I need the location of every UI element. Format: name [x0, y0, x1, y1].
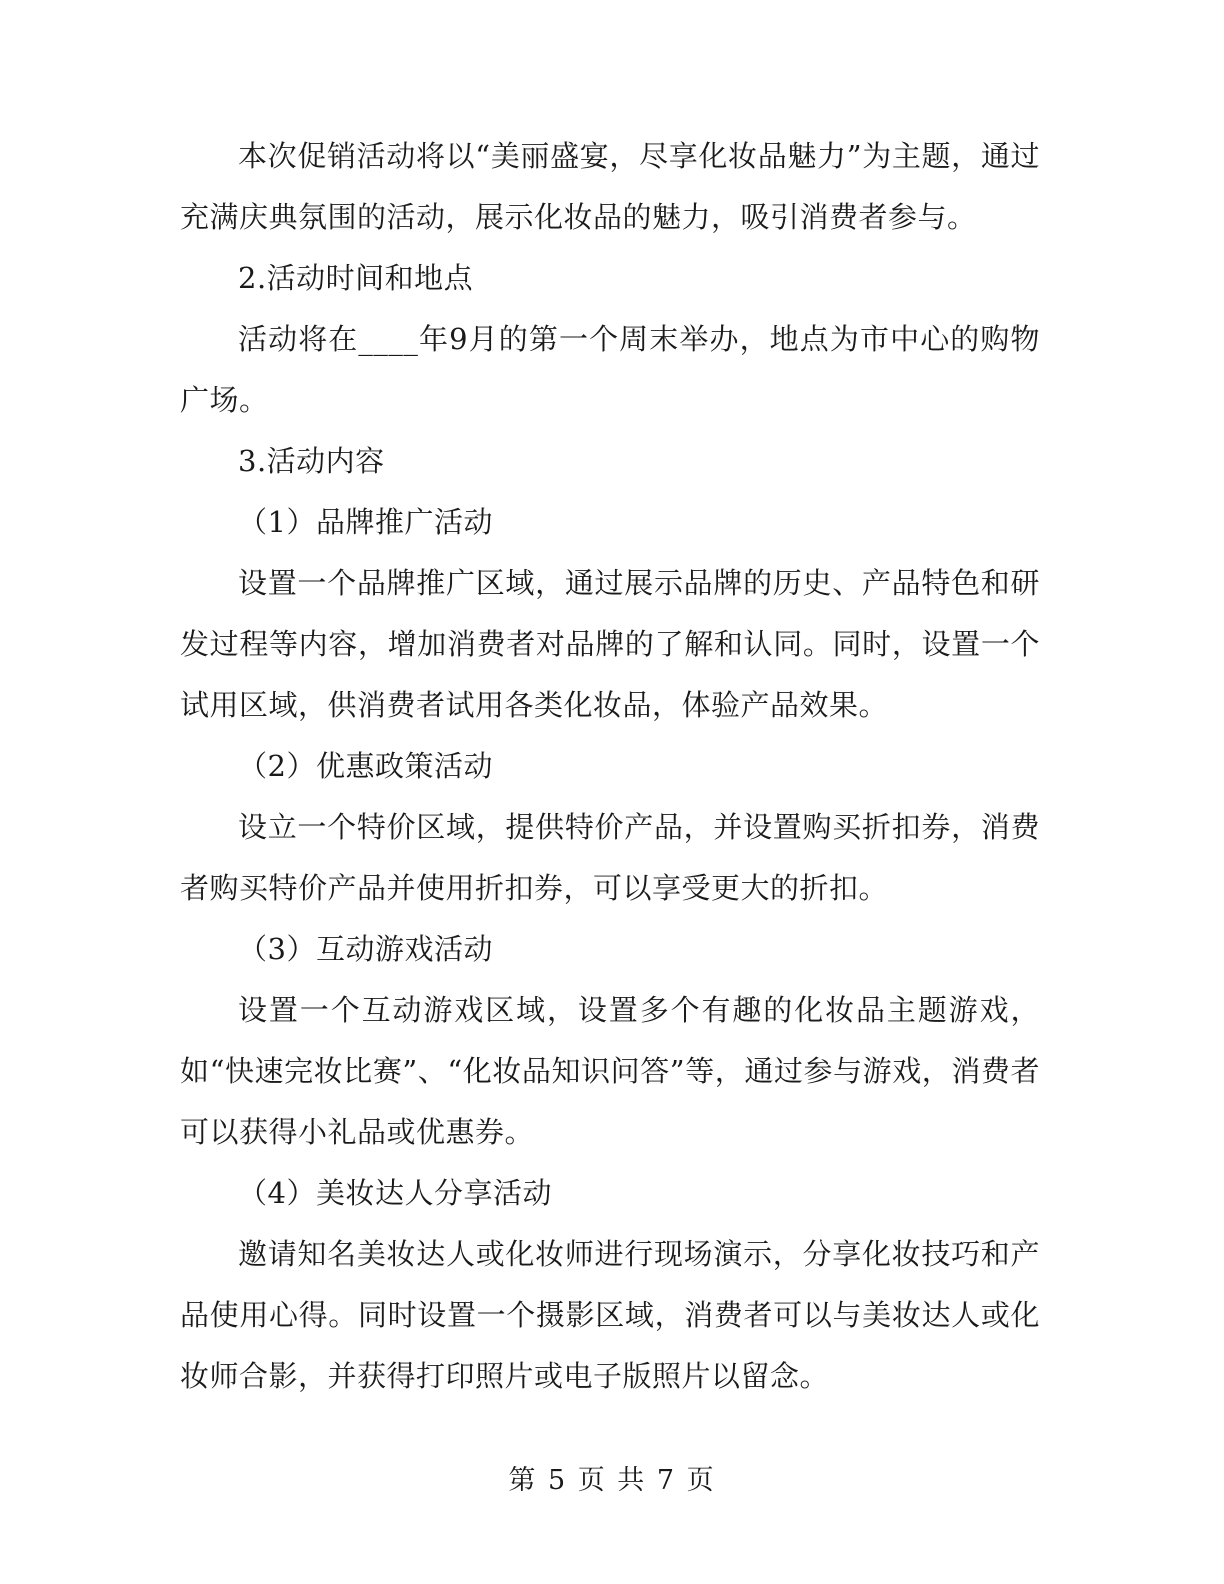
heading-activity-content: 3.活动内容 — [238, 444, 385, 478]
subheading-interactive-games: （3）互动游戏活动 — [238, 932, 493, 966]
paragraph-discount-policy: 设立一个特价区域，提供特价产品，并设置购买折扣券，消费者购买特价产品并使用折扣券，可以享受更大的折扣。 — [180, 810, 1040, 905]
paragraph-theme: 本次促销活动将以“美丽盛宴，尽享化妆品魅力”为主题，通过充满庆典氛围的活动，展示化妆品的魅力，吸引消费者参与。 — [180, 139, 1040, 234]
paragraph-interactive-games: 设置一个互动游戏区域，设置多个有趣的化妆品主题游戏，如“快速完妆比赛”、“化妆品知识问答”等，通过参与游戏，消费者可以获得小礼品或优惠券。 — [180, 993, 1040, 1149]
subheading-beauty-expert: （4）美妆达人分享活动 — [238, 1176, 552, 1210]
document-body — [180, 126, 1040, 1407]
subheading-brand-promotion: （1）品牌推广活动 — [238, 505, 493, 539]
subheading-discount-policy: （2）优惠政策活动 — [238, 749, 493, 783]
paragraph-beauty-expert: 邀请知名美妆达人或化妆师进行现场演示，分享化妆技巧和产品使用心得。同时设置一个摄影区域，消费者可以与美妆达人或化妆师合影，并获得打印照片或电子版照片以留念。 — [180, 1237, 1040, 1393]
paragraph-brand-promotion: 设置一个品牌推广区域，通过展示品牌的历史、产品特色和研发过程等内容，增加消费者对品牌的了解和认同。同时，设置一个试用区域，供消费者试用各类化妆品，体验产品效果。 — [180, 566, 1040, 722]
heading-time-place: 2.活动时间和地点 — [238, 261, 474, 295]
page-number-footer: 第 5 页 共 7 页 — [508, 1465, 716, 1496]
paragraph-time-place: 活动将在____年9月的第一个周末举办，地点为市中心的购物广场。 — [180, 322, 1040, 417]
